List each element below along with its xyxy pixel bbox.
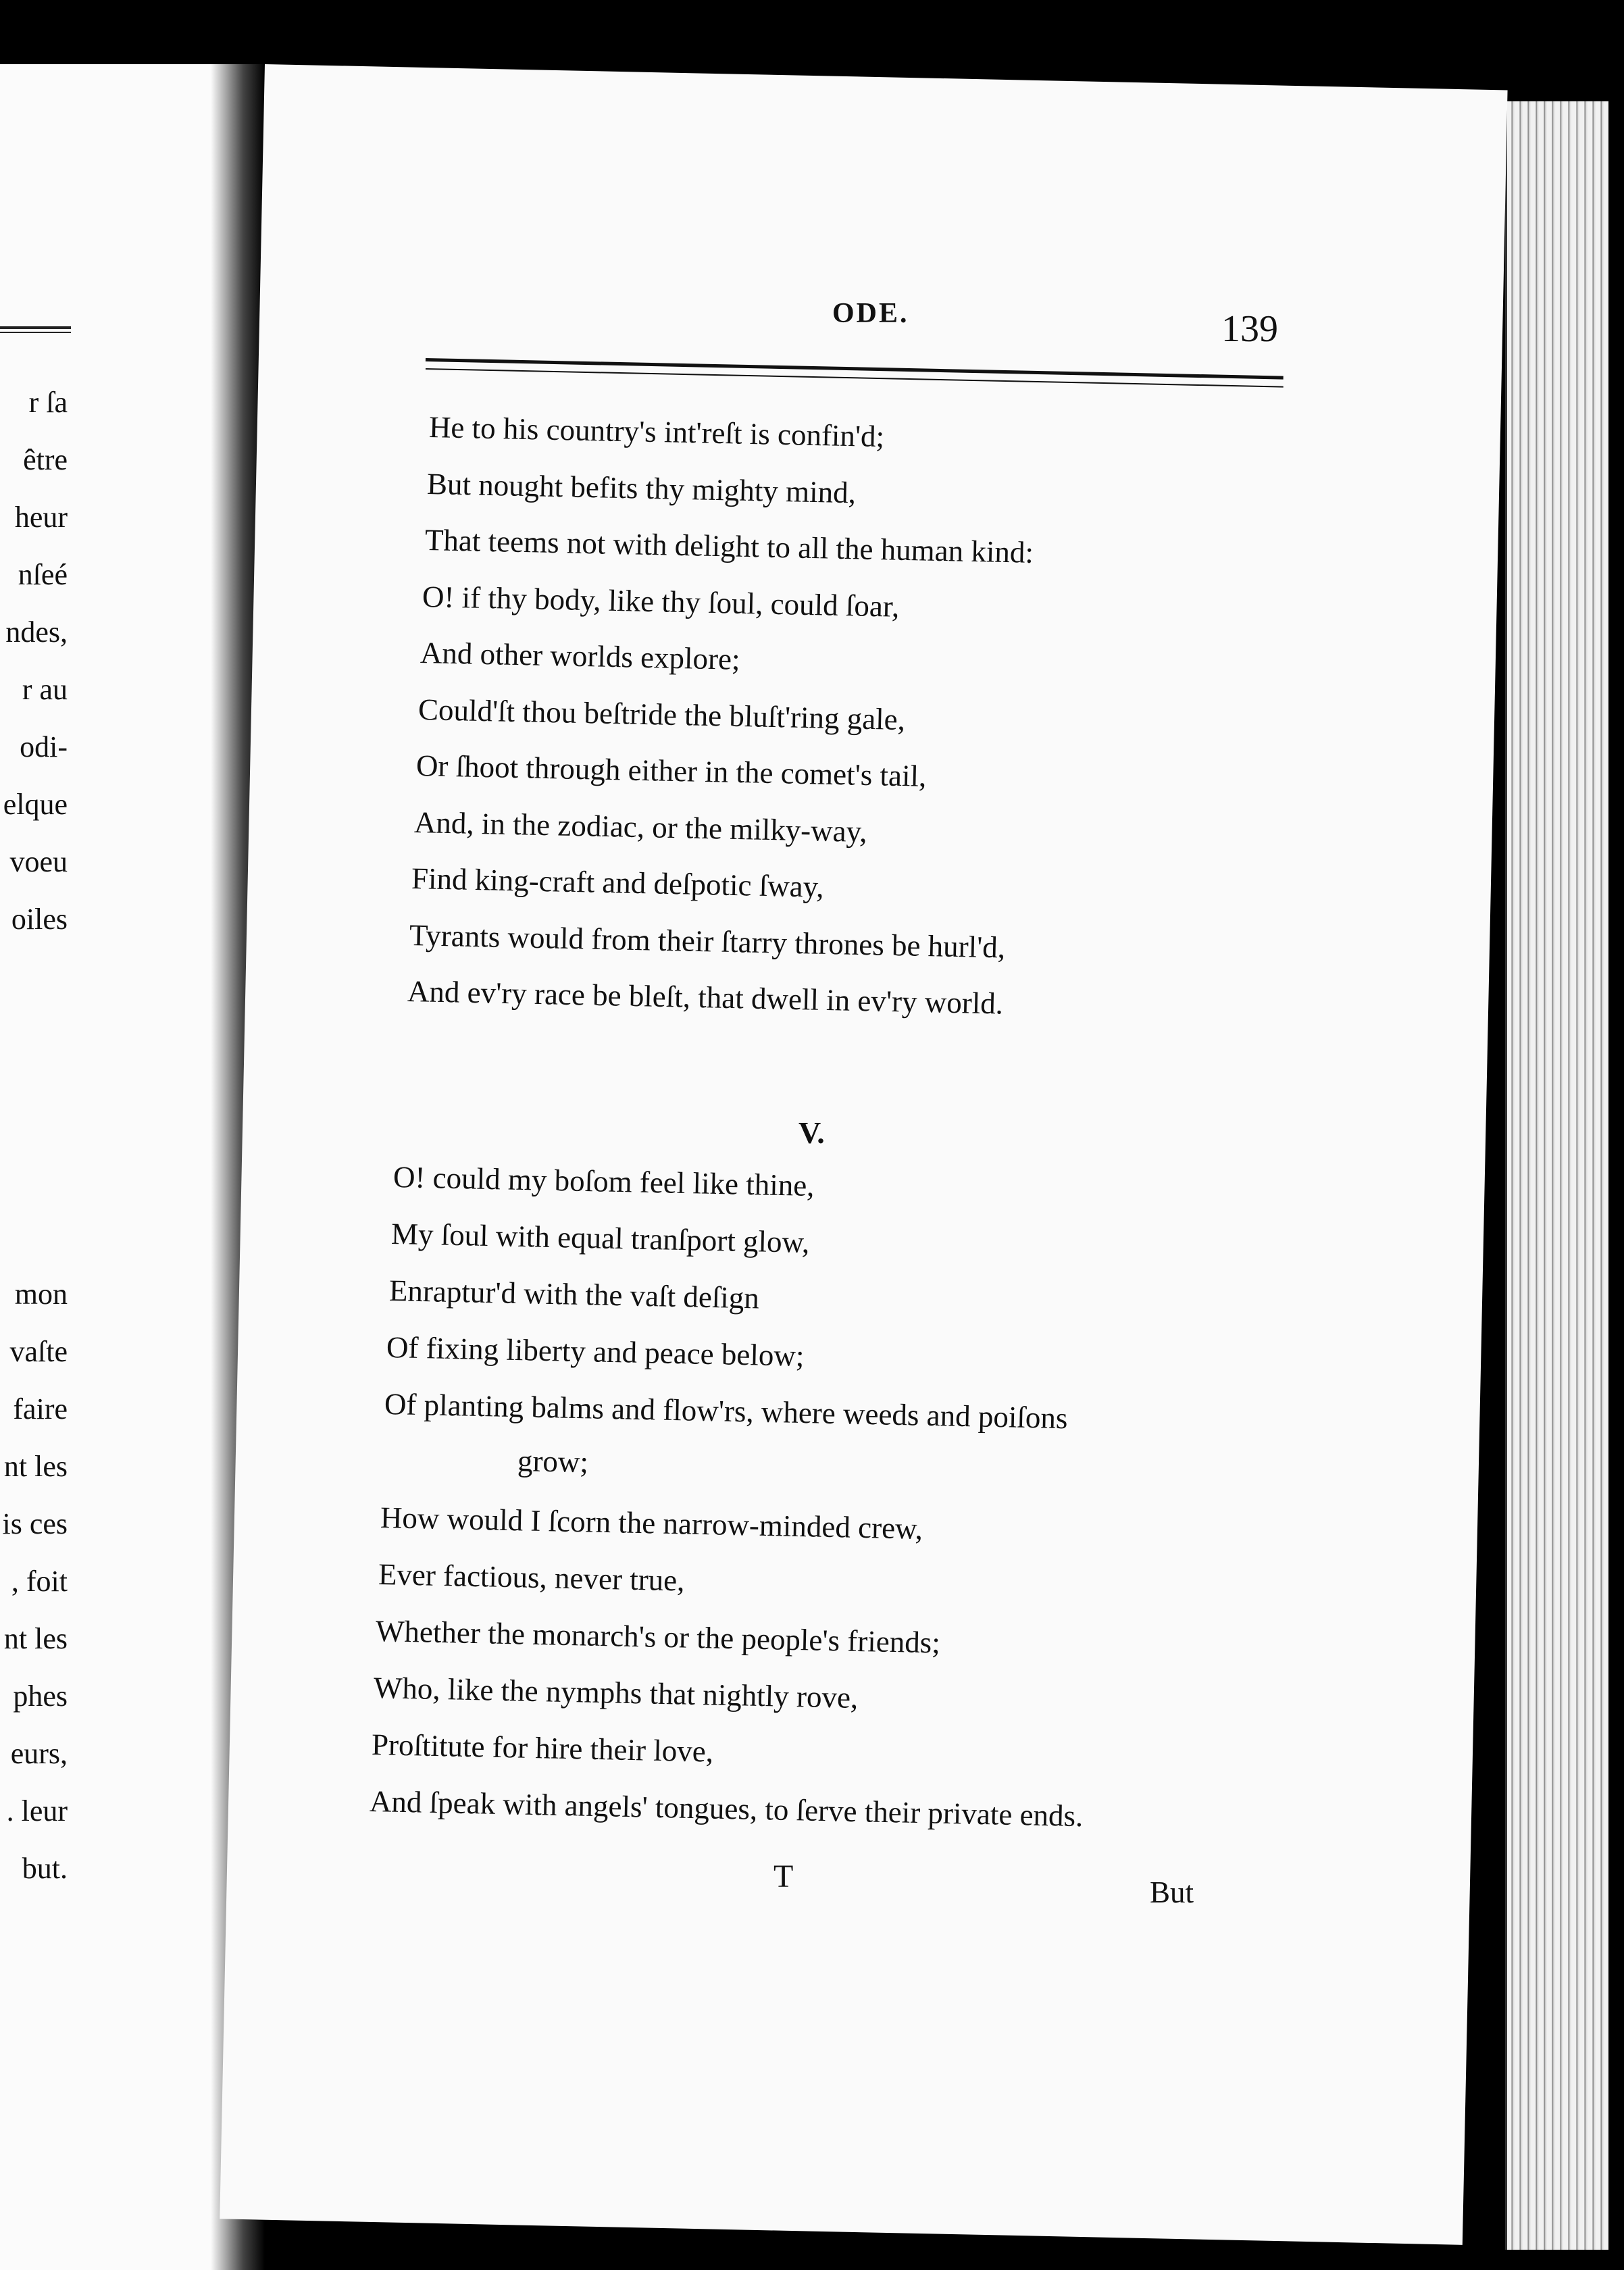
- left-page-rule-thin: [0, 332, 71, 333]
- verse-line: And, in the zodiac, or the milky-way,: [413, 805, 867, 849]
- catchword: But: [1150, 1875, 1194, 1909]
- signature-mark: T: [773, 1859, 794, 1894]
- left-page-line: but.: [22, 1852, 68, 1885]
- verse-line: Ever factious, never true,: [378, 1557, 685, 1598]
- verse-line: Find king-craft and deſpotic ſway,: [411, 861, 825, 904]
- left-page-line: nt les: [3, 1450, 68, 1483]
- page-edges: [1505, 101, 1608, 2250]
- page-number: 139: [1221, 308, 1278, 350]
- left-page-line: vaſte: [9, 1335, 68, 1368]
- verse-line: How would I ſcorn the narrow-minded crew,: [380, 1500, 923, 1546]
- verse-line: Could'ſt thou beſtride the bluſt'ring gale,: [417, 692, 906, 736]
- left-page-line: ndes,: [5, 615, 68, 649]
- left-page-line: mon: [14, 1278, 68, 1311]
- left-page-line: eurs,: [10, 1737, 68, 1770]
- left-page-line: , foit: [11, 1565, 68, 1598]
- verse-line: Or ſhoot through either in the comet's tail,: [415, 749, 927, 793]
- left-page-rule: [0, 326, 71, 329]
- right-page: [220, 64, 1507, 2245]
- verse-line: Who, like the nymphs that nightly rove,: [373, 1671, 859, 1715]
- verse-line: Proſtitute for hire their love,: [371, 1727, 714, 1769]
- verse-line: And other worlds explore;: [420, 636, 741, 676]
- verse-line: Of planting balms and flow'rs, where weeds and poiſons: [384, 1387, 1069, 1436]
- verse-line: And ev'ry race be bleſt, that dwell in ev'ry world.: [407, 974, 1004, 1021]
- left-page-line: . leur: [6, 1794, 68, 1827]
- verse-line: He to his country's int'reſt is confin'd;: [428, 410, 885, 454]
- left-page-line: nt les: [3, 1622, 68, 1655]
- verse-line: O! if thy body, like thy ſoul, could ſoar,: [422, 579, 900, 624]
- left-page-line: oiles: [11, 903, 68, 936]
- verse-line: grow;: [517, 1444, 589, 1480]
- left-page-line: être: [23, 443, 68, 476]
- verse-line: My ſoul with equal tranſport glow,: [390, 1217, 810, 1259]
- verse-line: O! could my boſom feel like thine,: [392, 1160, 815, 1203]
- verse-line: Enraptur'd with the vaſt deſign: [388, 1273, 759, 1315]
- left-page-line: is ces: [2, 1507, 68, 1540]
- verse-line: But nought befits thy mighty mind,: [426, 466, 857, 509]
- left-page-line: elque: [3, 788, 68, 821]
- verse-line: That teems not with delight to all the human kind:: [424, 523, 1034, 570]
- stanza-number: V.: [798, 1115, 825, 1150]
- left-page-line: r ſa: [28, 386, 68, 419]
- left-page-line: phes: [13, 1680, 68, 1713]
- running-head: ODE.: [832, 298, 909, 329]
- left-page-line: voeu: [9, 845, 68, 878]
- verse-line: Of fixing liberty and peace below;: [386, 1330, 805, 1373]
- verse-line: And ſpeak with angels' tongues, to ſerve their private ends.: [369, 1784, 1084, 1834]
- verse-line: Whether the monarch's or the people's friends;: [375, 1614, 941, 1660]
- left-page-line: nſeé: [18, 558, 68, 591]
- left-page-line: r au: [22, 673, 68, 706]
- verse-line: Tyrants would from their ſtarry thrones be hurl'd,: [409, 917, 1006, 964]
- left-page-line: heur: [14, 501, 68, 534]
- left-page-line: faire: [13, 1392, 68, 1426]
- left-page-line: odi-: [20, 730, 68, 763]
